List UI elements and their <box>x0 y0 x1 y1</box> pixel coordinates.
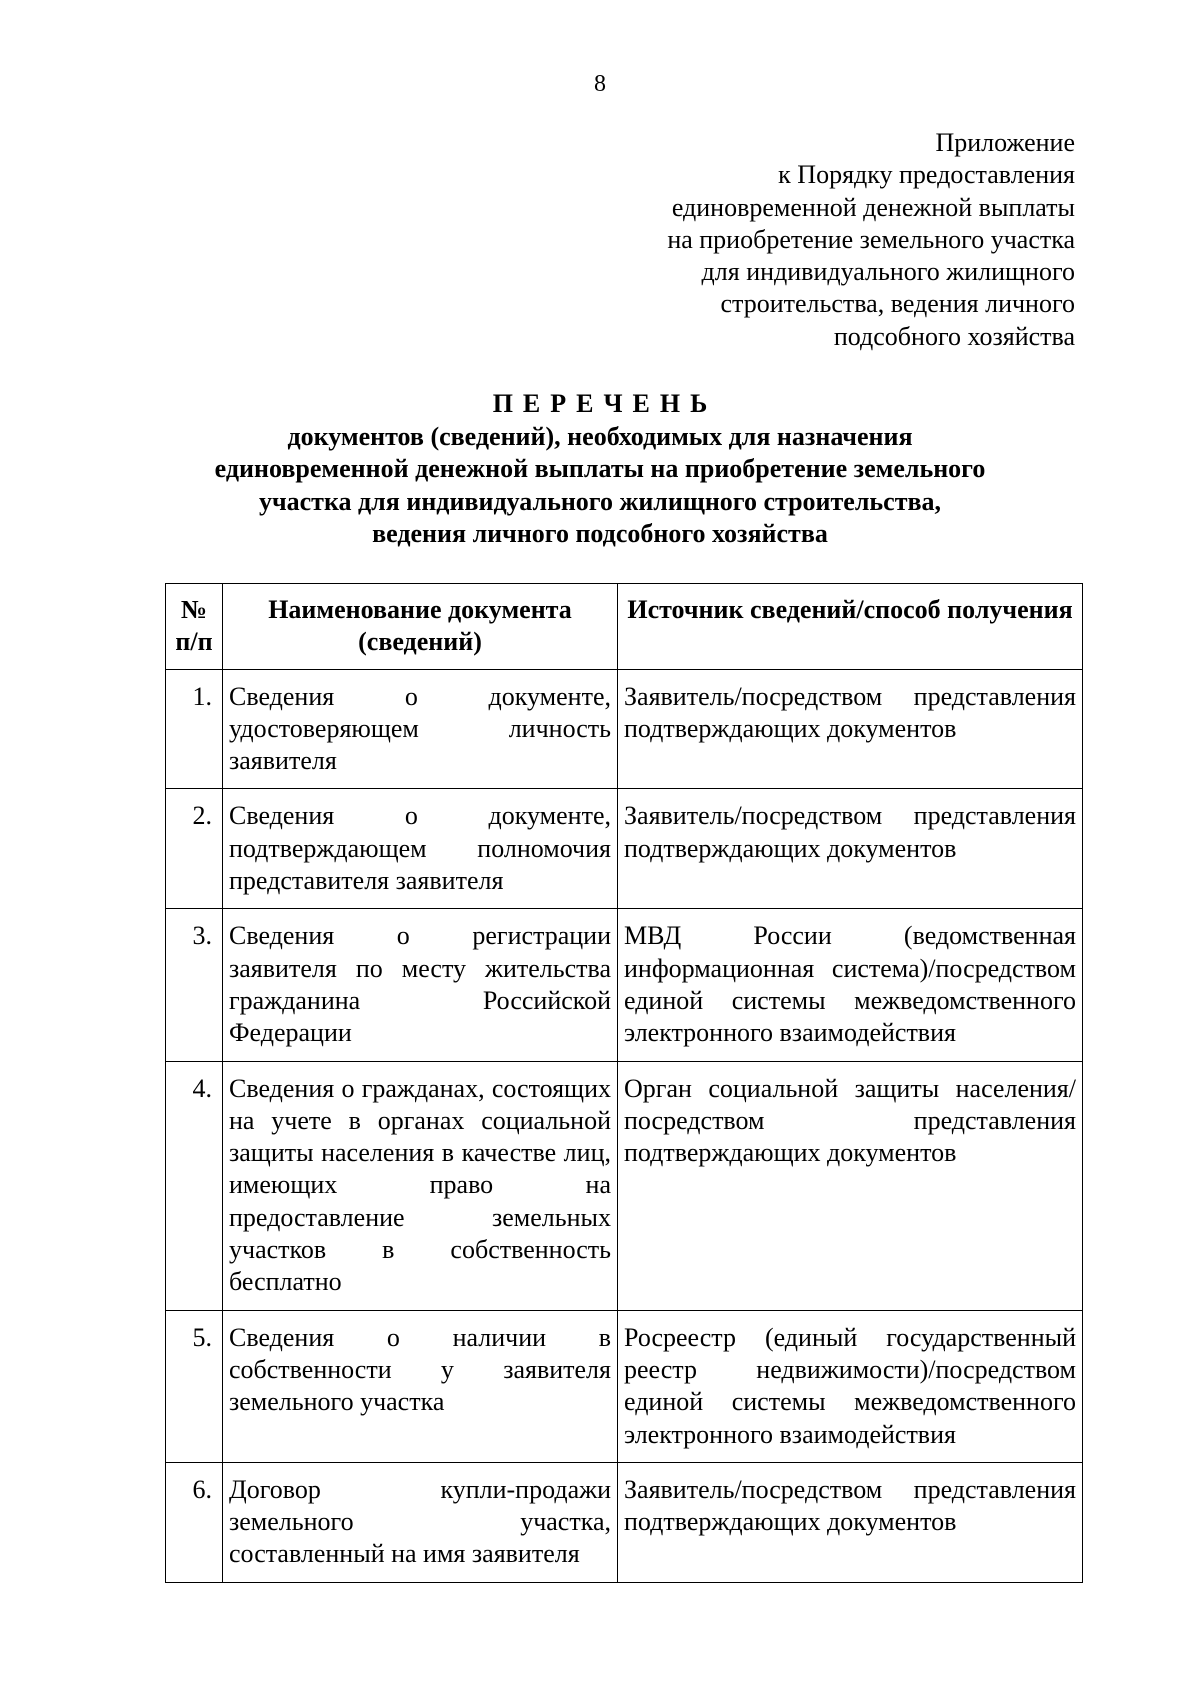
row-num: 4. <box>166 1061 223 1310</box>
title-line: единовременной денежной выплаты на приобретение земельного <box>214 454 986 484</box>
row-name: Сведения о наличии в собственности у заявителя земельного участка <box>223 1310 618 1462</box>
row-name: Договор купли-продажи земельного участка, составленный на имя заявителя <box>223 1462 618 1582</box>
row-source: Заявитель/посредством представления подтверждающих документов <box>618 1462 1083 1582</box>
header-name: Наименование документа (сведений) <box>223 584 618 670</box>
table-row <box>166 669 1083 789</box>
row-name: Сведения о гражданах, состоящих на учете в органах социальной защиты населения в качестве лиц, имеющих право на предоставление земельных участков в собственность бесплатно <box>223 1061 618 1310</box>
title-subtitle <box>0 421 1200 550</box>
appendix-line: для индивидуального жилищного <box>701 257 1075 287</box>
title-line: документов (сведений), необходимых для назначения <box>287 422 913 451</box>
row-source: Росреестр (единый государственный реестр недвижимости)/посредством единой системы межведомственного электронного взаимодействия <box>618 1310 1083 1462</box>
documents-table <box>165 583 1083 1583</box>
row-num: 3. <box>166 909 223 1061</box>
appendix-note <box>555 127 1075 353</box>
document-title <box>0 388 1200 550</box>
row-num: 6. <box>166 1462 223 1582</box>
row-source: Орган социальной защиты населения/посредством представления подтверждающих документов <box>618 1061 1083 1310</box>
appendix-line: к Порядку предоставления <box>778 160 1075 190</box>
row-num: 5. <box>166 1310 223 1462</box>
row-source: Заявитель/посредством представления подтверждающих документов <box>618 789 1083 909</box>
row-source: МВД России (ведомственная информационная система)/посредством единой системы межведомственного электронного взаимодействия <box>618 909 1083 1061</box>
title-line: ведения личного подсобного хозяйства <box>372 518 828 548</box>
row-name: Сведения о документе, удостоверяющем личность заявителя <box>223 669 618 789</box>
page-number: 8 <box>594 71 606 97</box>
table-row <box>166 1061 1083 1310</box>
table-header-row <box>166 584 1083 670</box>
appendix-line: Приложение <box>935 128 1075 157</box>
row-name: Сведения о документе, подтверждающем полномочия представителя заявителя <box>223 789 618 909</box>
title-line: участка для индивидуального жилищного строительства, <box>258 486 942 516</box>
table-row <box>166 909 1083 1061</box>
table-row <box>166 1310 1083 1462</box>
row-num: 2. <box>166 789 223 909</box>
row-name: Сведения о регистрации заявителя по месту жительства гражданина Российской Федерации <box>223 909 618 1061</box>
table-row <box>166 789 1083 909</box>
title-main: ПЕРЕЧЕНЬ <box>492 389 718 418</box>
header-num: № п/п <box>166 584 223 670</box>
appendix-line: на приобретение земельного участка <box>667 224 1075 254</box>
table-row <box>166 1462 1083 1582</box>
appendix-line: единовременной денежной выплаты <box>671 192 1075 222</box>
row-num: 1. <box>166 669 223 789</box>
header-source: Источник сведений/способ получения <box>618 584 1083 670</box>
appendix-line: строительства, ведения личного <box>720 289 1075 319</box>
appendix-line: подсобного хозяйства <box>833 321 1075 351</box>
row-source: Заявитель/посредством представления подтверждающих документов <box>618 669 1083 789</box>
